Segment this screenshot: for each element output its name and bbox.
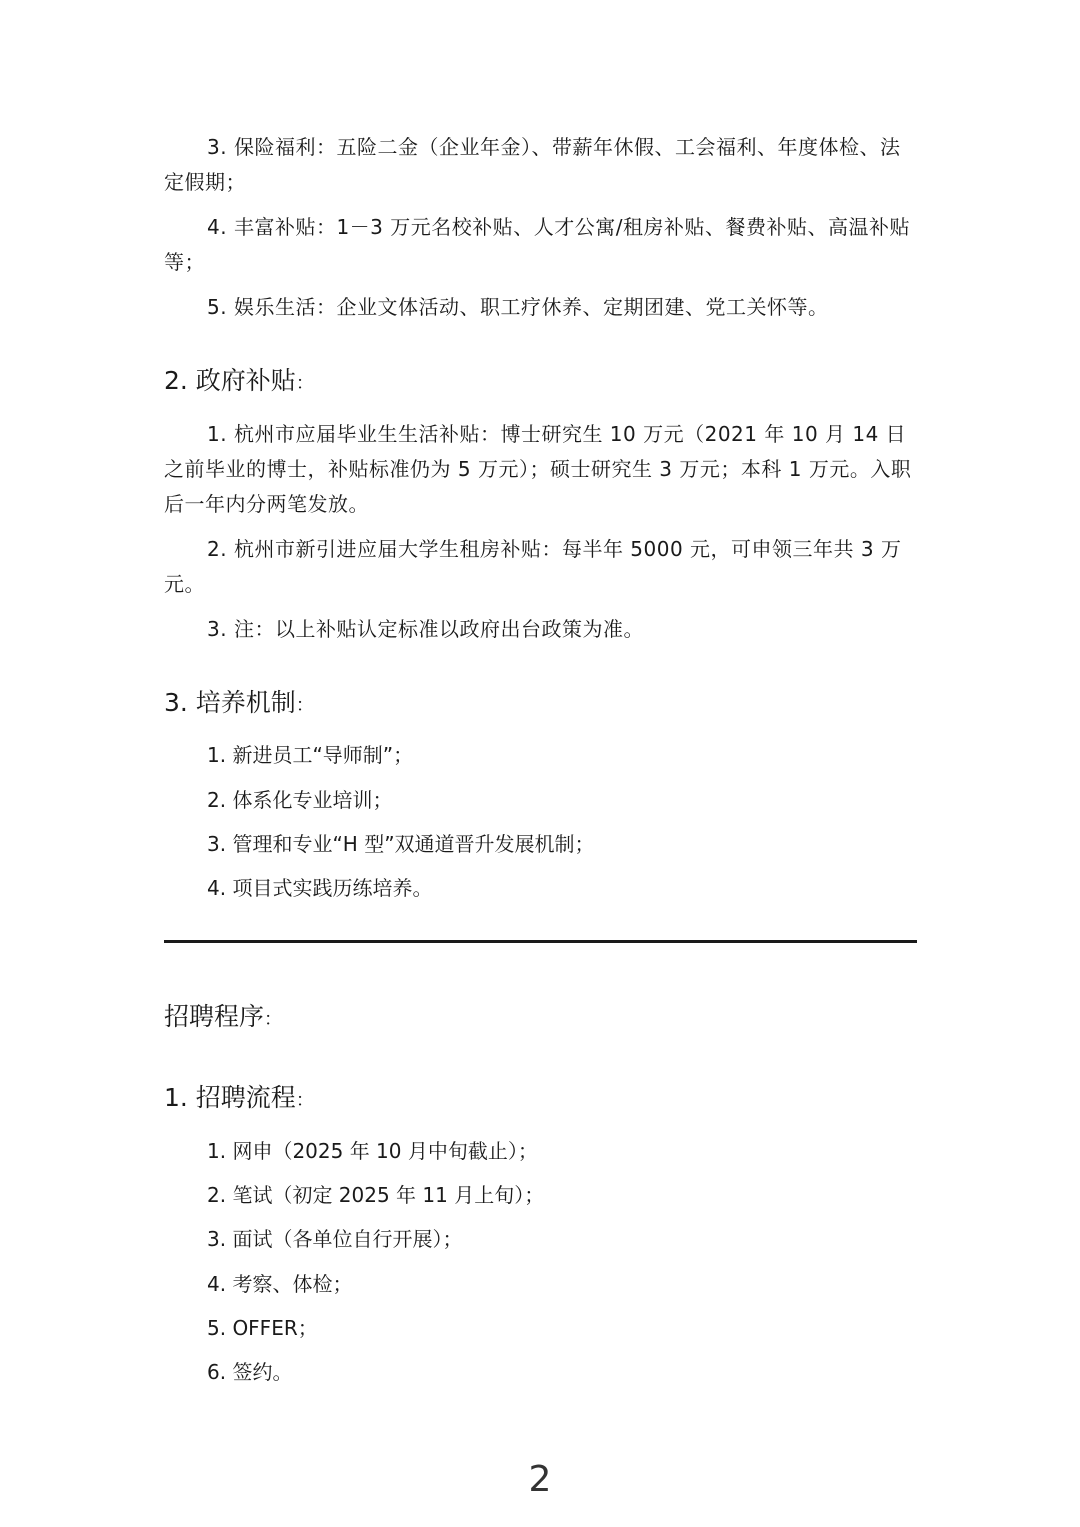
recruitment-flow-heading bbox=[164, 1081, 314, 1118]
recruitment-title-text: 招聘程序 bbox=[164, 1002, 265, 1031]
recruitment-step-3: 3. 面试（各单位自行开展）； bbox=[207, 1227, 463, 1251]
gov-subsidy-item-1: 1. 杭州市应届毕业生生活补贴：博士研究生 10 万元（2021 年 10 月 14 日之前毕业的博士，补贴标准仍为 5 万元）；硕士研究生 3 万元；本科 1 万元。入职后一年内分两笔发放。 bbox=[164, 422, 912, 516]
welfare-insurance: 3. 保险福利：五险二金（企业年金）、带薪年休假、工会福利、年度体检、法定假期； bbox=[164, 135, 901, 194]
training-item-2: 2. 体系化专业培训； bbox=[207, 788, 393, 812]
training-heading bbox=[164, 686, 314, 723]
training-item-4: 4. 项目式实践历练培养。 bbox=[207, 876, 433, 900]
gov-subsidy-heading bbox=[164, 364, 314, 401]
training-heading-colon: ： bbox=[295, 695, 314, 716]
recruitment-step-5: 5. OFFER； bbox=[207, 1316, 318, 1340]
training-heading-text: 3. 培养机制 bbox=[164, 688, 296, 717]
gov-subsidy-heading-text: 2. 政府补贴 bbox=[164, 366, 296, 395]
welfare-leisure: 5. 娱乐生活：企业文体活动、职工疗休养、定期团建、党工关怀等。 bbox=[207, 295, 829, 319]
recruitment-flow-heading-text: 1. 招聘流程 bbox=[164, 1083, 296, 1112]
gov-subsidy-item-2: 2. 杭州市新引进应届大学生租房补贴：每半年 5000 元，可申领三年共 3 万元。 bbox=[164, 537, 902, 596]
gov-subsidy-heading-colon: ： bbox=[295, 373, 314, 394]
welfare-allowance: 4. 丰富补贴：1－3 万元名校补贴、人才公寓/租房补贴、餐费补贴、高温补贴等； bbox=[164, 215, 910, 274]
recruitment-step-1: 1. 网申（2025 年 10 月中旬截止）； bbox=[207, 1139, 538, 1163]
training-item-1: 1. 新进员工“导师制”； bbox=[207, 743, 414, 767]
section-divider bbox=[164, 940, 917, 943]
recruitment-flow-heading-colon: ： bbox=[295, 1090, 314, 1111]
recruitment-step-2: 2. 笔试（初定 2025 年 11 月上旬）； bbox=[207, 1183, 545, 1207]
recruitment-title bbox=[164, 1000, 282, 1037]
page-number: 2 bbox=[528, 1459, 552, 1500]
recruitment-step-4: 4. 考察、体检； bbox=[207, 1272, 353, 1296]
recruitment-step-6: 6. 签约。 bbox=[207, 1360, 293, 1384]
training-item-3: 3. 管理和专业“H 型”双通道晋升发展机制； bbox=[207, 832, 595, 856]
gov-subsidy-item-3: 3. 注：以上补贴认定标准以政府出台政策为准。 bbox=[207, 617, 644, 641]
recruitment-title-colon: ： bbox=[264, 1009, 283, 1030]
